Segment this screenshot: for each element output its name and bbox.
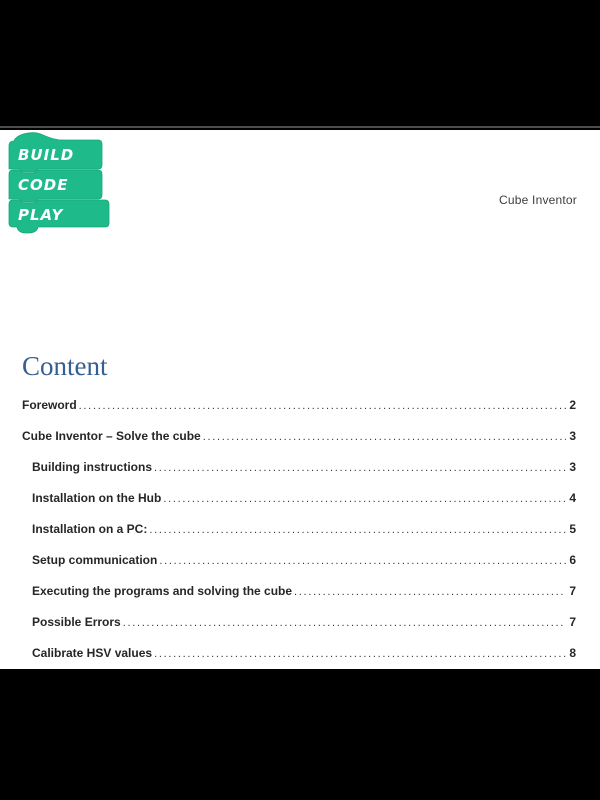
toc-entry-label: Executing the programs and solving the cube — [32, 584, 293, 598]
toc-leader-dots — [154, 462, 566, 474]
logo-text-build: BUILD — [18, 146, 75, 164]
table-of-contents — [22, 398, 576, 677]
toc-page-number: 5 — [569, 522, 576, 536]
toc-entry-building-instructions[interactable] — [22, 460, 576, 473]
toc-entry-installation-on-a-pc[interactable] — [22, 522, 576, 535]
toc-entry-label: Setup communication — [32, 553, 158, 567]
viewer-letterbox-top — [0, 0, 600, 128]
page-header-title: Cube Inventor — [499, 193, 577, 207]
toc-entry-label: Possible Errors — [32, 615, 121, 629]
toc-entry-label: Cube Inventor – Solve the cube — [22, 429, 201, 443]
toc-leader-dots — [79, 400, 567, 412]
toc-page-number: 3 — [569, 460, 576, 474]
toc-entry-cube-inventor-solve-the-cube[interactable] — [22, 429, 576, 442]
toc-leader-dots — [159, 555, 566, 567]
toc-page-number: 4 — [569, 491, 576, 505]
toc-entry-calibrate-hsv-values[interactable] — [22, 646, 576, 659]
logo-text-code: CODE — [18, 176, 69, 194]
toc-leader-dots — [203, 431, 567, 443]
toc-entry-label: Installation on the Hub — [32, 491, 162, 505]
toc-page-number: 2 — [569, 398, 576, 412]
toc-page-number: 8 — [569, 646, 576, 660]
toc-entry-label: Foreword — [22, 398, 77, 412]
toc-entry-foreword[interactable] — [22, 398, 576, 411]
document-page — [0, 130, 600, 669]
toc-leader-dots — [149, 524, 566, 536]
toc-leader-dots — [163, 493, 566, 505]
toc-page-number: 3 — [569, 429, 576, 443]
toc-leader-dots — [294, 586, 566, 598]
toc-entry-executing-the-programs[interactable] — [22, 584, 576, 597]
toc-leader-dots — [154, 648, 566, 660]
build-code-play-logo — [7, 132, 111, 234]
toc-page-number: 7 — [569, 584, 576, 598]
viewer-letterbox-bottom — [0, 669, 600, 800]
toc-entry-label: Installation on a PC: — [32, 522, 148, 536]
toc-entry-label: Calibrate HSV values — [32, 646, 153, 660]
toc-page-number: 7 — [569, 615, 576, 629]
toc-leader-dots — [123, 617, 567, 629]
toc-entry-label: Building instructions — [32, 460, 152, 474]
toc-entry-setup-communication[interactable] — [22, 553, 576, 566]
toc-entry-installation-on-the-hub[interactable] — [22, 491, 576, 504]
toc-entry-possible-errors[interactable] — [22, 615, 576, 628]
logo-text-play: PLAY — [18, 206, 64, 224]
toc-page-number: 6 — [569, 553, 576, 567]
content-heading: Content — [22, 351, 108, 381]
